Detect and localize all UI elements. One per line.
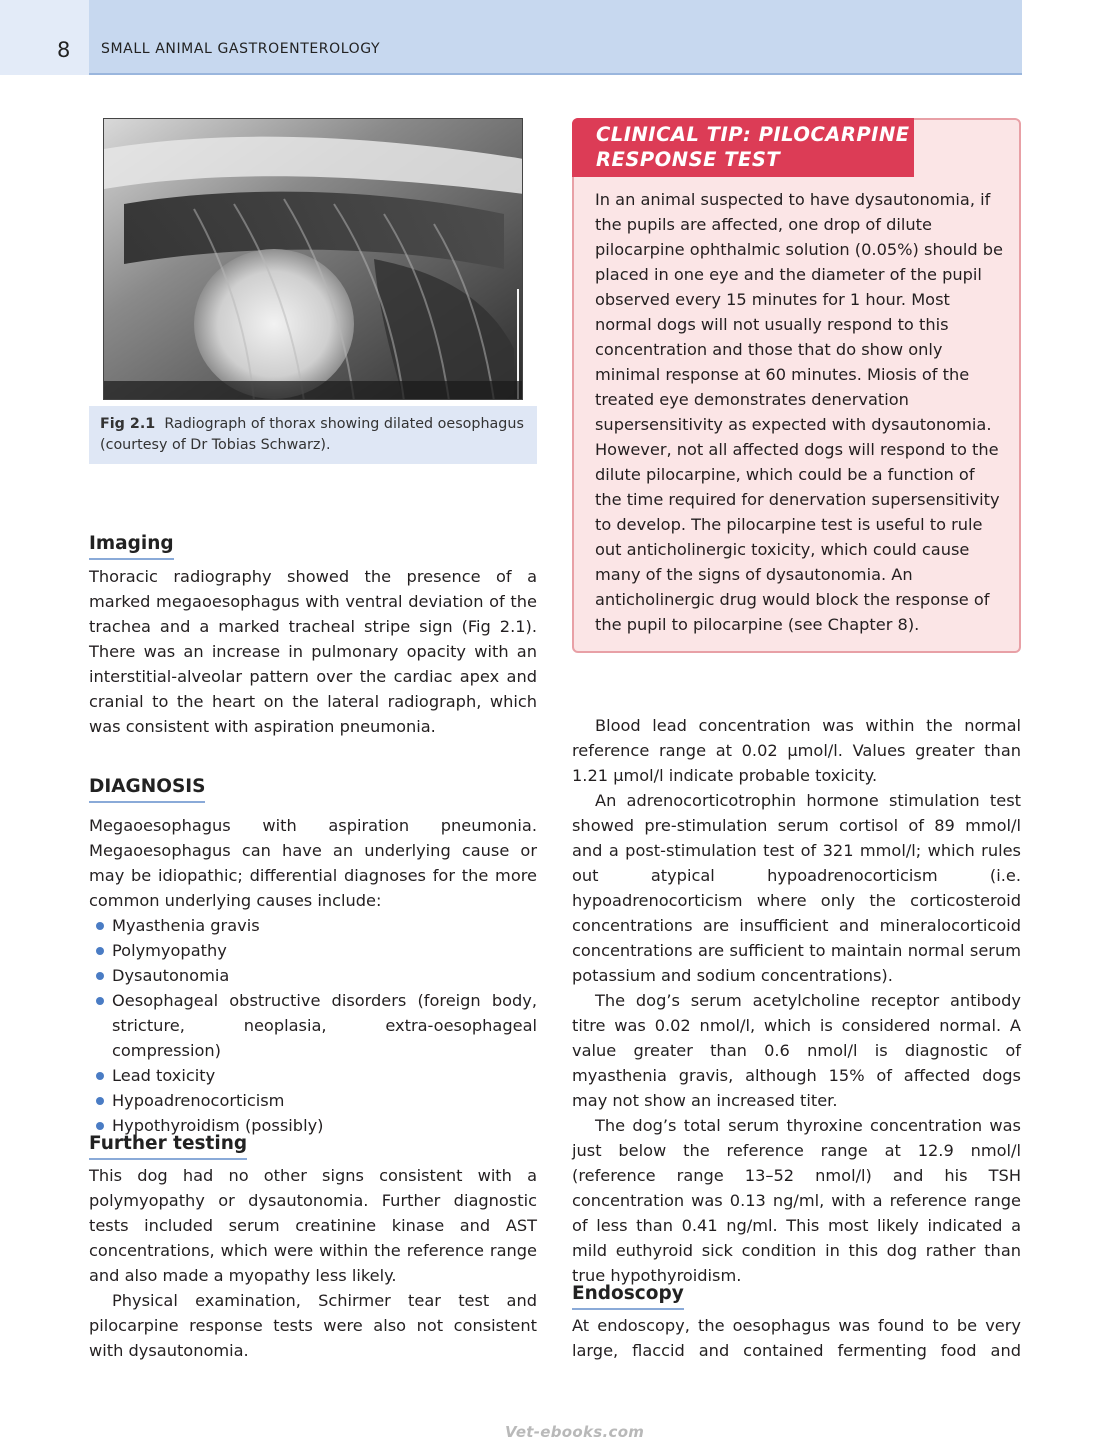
thyroxine-paragraph: The dog’s total serum thyroxine concentration was just below the reference range at 12.9 nmol/l (reference range 13–52 nmol/l) and his TSH concentration was 0.13 ng/ml, with a reference range of less than 0.41 ng/ml. This most likely indicated a mild euthyroid sick condition in this dog rather than true hypothyroidism. [572,1116,1021,1285]
endoscopy-heading: Endoscopy [572,1282,684,1310]
list-item: Polymyopathy [89,938,537,963]
differential-list [89,913,537,1138]
further-testing-paragraph-2: Physical examination, Schirmer tear test and pilocarpine response tests were also not consistent with dysautonomia. [89,1291,537,1360]
figure-caption-text: Radiograph of thorax showing dilated oesophagus (courtesy of Dr Tobias Schwarz). [100,416,524,453]
bullet-icon [96,997,104,1005]
bullet-icon [96,922,104,930]
clinical-tip-title-line-2: RESPONSE TEST [596,148,781,171]
figure-label: Fig 2.1 [100,416,156,432]
list-item: Myasthenia gravis [89,913,537,938]
bullet-icon [96,1072,104,1080]
diagnosis-heading: DIAGNOSIS [89,775,205,803]
list-item: Dysautonomia [89,963,537,988]
page-number: 8 [57,38,71,62]
imaging-paragraph: Thoracic radiography showed the presence of a marked megaoesophagus with ventral deviation of the trachea and a marked tracheal stripe sign (Fig 2.1). There was an increase in pulmonary opacity with an interstitial-alveolar pattern over the cardiac apex and cranial to the heart on the lateral radiograph, which was consistent with aspiration pneumonia. [89,567,537,736]
acth-paragraph: An adrenocorticotrophin hormone stimulation test showed pre-stimulation serum cortisol of 89 mmol/l and a post-stimulation test of 321 mmol/l; which rules out atypical hypoadrenocorticism (i.e. hypoadrenocorticism where only the corticosteroid concentrations are insufficient and mineralocorticoid concentrations are sufficient to maintain normal serum potassium and sodium concentrations). [572,791,1021,985]
clinical-tip-body: In an animal suspected to have dysautonomia, if the pupils are affected, one drop of dilute pilocarpine ophthalmic solution (0.05%) should be placed in one eye and the diameter of the pupil observed every 15 minutes for 1 hour. Most normal dogs will not usually respond to this concentration and those that do show only minimal response at 60 minutes. Miosis of the treated eye demonstrates denervation supersensitivity as expected with dysautonomia. However, not all affected dogs will respond to the dilute pilocarpine, which could be a function of the time required for denervation supersensitivity to develop. The pilocarpine test is useful to rule out anticholinergic toxicity, which could cause many of the signs of dysautonomia. An anticholinergic drug would block the response of the pupil to pilocarpine (see Chapter 8). [595,190,1004,634]
endoscopy-paragraph: At endoscopy, the oesophagus was found to be very large, flaccid and contained fermenting food and [572,1316,1021,1360]
bullet-icon [96,972,104,980]
list-item: Oesophageal obstructive disorders (foreign body, stricture, neoplasia, extra-oesophageal compression) [89,988,537,1063]
page-header [0,0,1022,75]
achr-paragraph: The dog’s serum acetylcholine receptor antibody titre was 0.02 nmol/l, which is considered normal. A value greater than 0.6 nmol/l is diagnostic of myasthenia gravis, although 15% of affected dogs may not show an increased titer. [572,991,1021,1110]
diagnosis-intro: Megaoesophagus with aspiration pneumonia. Megaoesophagus can have an underlying cause or may be idiopathic; differential diagnoses for the more common underlying causes include: [89,816,537,910]
clinical-tip-title [572,118,914,177]
imaging-heading: Imaging [89,532,174,560]
further-testing-paragraph-1: This dog had no other signs consistent with a polymyopathy or dysautonomia. Further diagnostic tests included serum creatinine kinase and AST concentrations, which were within the reference range and also made a myopathy less likely. [89,1166,537,1285]
list-item: Lead toxicity [89,1063,537,1088]
clinical-tip-title-line-1: CLINICAL TIP: PILOCARPINE [596,123,910,146]
list-item: Hypothyroidism (possibly) [89,1113,537,1138]
radiograph-image [103,118,523,400]
bullet-icon [96,1122,104,1130]
lead-paragraph: Blood lead concentration was within the normal reference range at 0.02 μmol/l. Values greater than 1.21 μmol/l indicate probable toxicity. [572,716,1021,785]
bullet-icon [96,1097,104,1105]
further-testing-heading: Further testing [89,1132,247,1160]
figure-caption [89,406,537,464]
list-item: Hypoadrenocorticism [89,1088,537,1113]
watermark-logo: Vet-ebooks.com [505,1423,645,1441]
running-head: SMALL ANIMAL GASTROENTEROLOGY [101,41,381,57]
bullet-icon [96,947,104,955]
page-number-box [0,0,89,75]
